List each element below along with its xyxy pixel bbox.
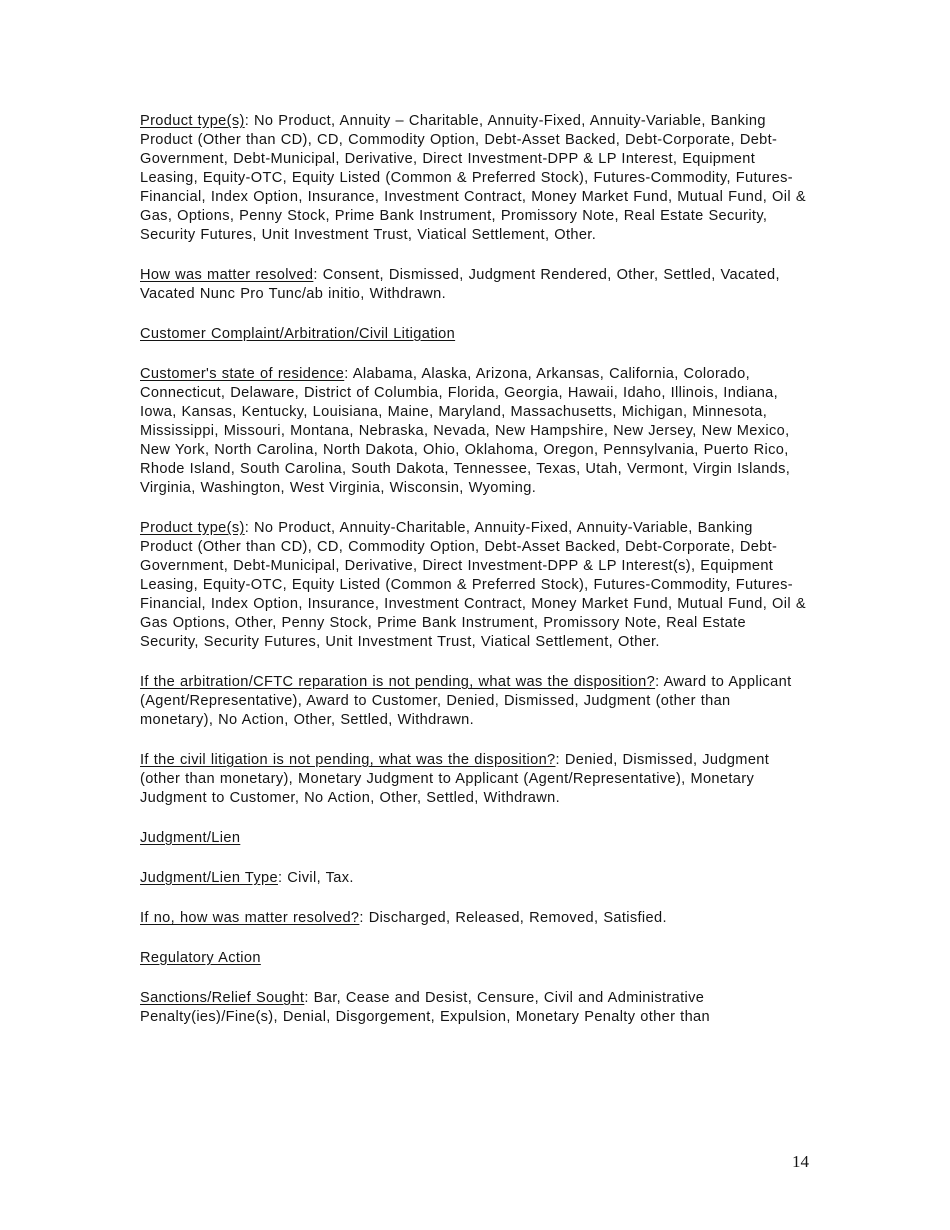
label-separator: : [344,366,353,382]
paragraph-text: No Product, Annuity – Charitable, Annuity-Fixed, Annuity-Variable, Banking Product (Other than CD), CD, Commodity Option, Debt-Asset Backed, Debt-Corporate, Debt-Government, Debt-Municipal, Derivative, Direct Investment-DPP & LP Interest, Equipment Leasing, Equity-OTC, Equity Listed (Common & Preferred Stock), Futures-Commodity, Futures-Financial, Index Option, Insurance, Investment Contract, Money Market Fund, Mutual Fund, Oil & Gas, Options, Penny Stock, Prime Bank Instrument, Promissory Note, Real Estate Security, Security Futures, Unit Investment Trust, Viatical Settlement, Other. [140,113,806,243]
paragraph-label: If the civil litigation is not pending, what was the disposition? [140,752,556,768]
label-separator: : [277,870,288,886]
page-body [140,112,808,1048]
state-of-residence-paragraph [140,365,808,498]
matter-resolved-paragraph [140,266,808,304]
regulatory-action-heading [140,949,808,968]
section-heading: Regulatory Action [140,950,261,966]
page-number: 14 [792,1152,809,1171]
paragraph-label: Sanctions/Relief Sought [140,990,305,1006]
judgment-lien-type-paragraph [140,869,808,888]
arbitration-disposition-paragraph [140,673,808,730]
label-separator: : [304,990,314,1006]
section-heading: Customer Complaint/Arbitration/Civil Litigation [140,326,456,342]
label-separator: : [244,520,255,536]
paragraph-label: Product type(s) [140,520,245,536]
paragraph-text: Award to Applicant (Agent/Representative), Award to Customer, Denied, Dismissed, Judgment (other than monetary), No Action, Other, Settled, Withdrawn. [140,674,792,728]
sanctions-relief-paragraph [140,989,808,1027]
paragraph-text: Alabama, Alaska, Arizona, Arkansas, California, Colorado, Connecticut, Delaware, District of Columbia, Florida, Georgia, Hawaii, Idaho, Illinois, Indiana, Iowa, Kansas, Kentucky, Louisiana, Maine, Maryland, Massachusetts, Michigan, Minnesota, Mississippi, Missouri, Montana, Nebraska, Nevada, New Hampshire, New Jersey, New Mexico, New York, North Carolina, North Dakota, Ohio, Oklahoma, Oregon, Pennsylvania, Puerto Rico, Rhode Island, South Carolina, South Dakota, Tennessee, Texas, Utah, Vermont, Virgin Islands, Virginia, Washington, West Virginia, Wisconsin, Wyoming. [140,366,791,496]
customer-complaint-heading [140,325,808,344]
paragraph-text: Consent, Dismissed, Judgment Rendered, Other, Settled, Vacated, Vacated Nunc Pro Tunc/ab initio, Withdrawn. [140,267,780,302]
label-separator: : [313,267,323,283]
paragraph-text: Civil, Tax. [287,870,354,886]
judgment-lien-heading [140,829,808,848]
paragraph-text: Denied, Dismissed, Judgment (other than monetary), Monetary Judgment to Applicant (Agent/Representative), Monetary Judgment to Customer, No Action, Other, Settled, Withdrawn. [140,752,770,806]
paragraph-label: Customer's state of residence [140,366,345,382]
label-separator: : [244,113,255,129]
paragraph-label: Product type(s) [140,113,245,129]
label-separator: : [359,910,369,926]
if-no-resolved-paragraph [140,909,808,928]
civil-litigation-disposition-paragraph [140,751,808,808]
paragraph-text: No Product, Annuity-Charitable, Annuity-Fixed, Annuity-Variable, Banking Product (Other than CD), CD, Commodity Option, Debt-Asset Backed, Debt-Corporate, Debt-Government, Debt-Municipal, Derivative, Direct Investment-DPP & LP Interest(s), Equipment Leasing, Equity-OTC, Equity Listed (Common & Preferred Stock), Futures-Commodity, Futures-Financial, Index Option, Insurance, Investment Contract, Money Market Fund, Mutual Fund, Oil & Gas Options, Other, Penny Stock, Prime Bank Instrument, Promissory Note, Real Estate Security, Security Futures, Unit Investment Trust, Viatical Settlement, Other. [140,520,806,650]
paragraph-text: Discharged, Released, Removed, Satisfied. [368,910,667,926]
paragraph-text: Bar, Cease and Desist, Censure, Civil and Administrative Penalty(ies)/Fine(s), Denial, Disgorgement, Expulsion, Monetary Penalty other than [140,990,710,1025]
paragraph-label: If no, how was matter resolved? [140,910,360,926]
section-heading: Judgment/Lien [140,830,241,846]
paragraph-label: How was matter resolved [140,267,314,283]
product-types-paragraph-2 [140,519,808,652]
label-separator: : [555,752,565,768]
product-types-paragraph [140,112,808,245]
label-separator: : [655,674,664,690]
paragraph-label: If the arbitration/CFTC reparation is not pending, what was the disposition? [140,674,656,690]
paragraph-label: Judgment/Lien Type [140,870,278,886]
